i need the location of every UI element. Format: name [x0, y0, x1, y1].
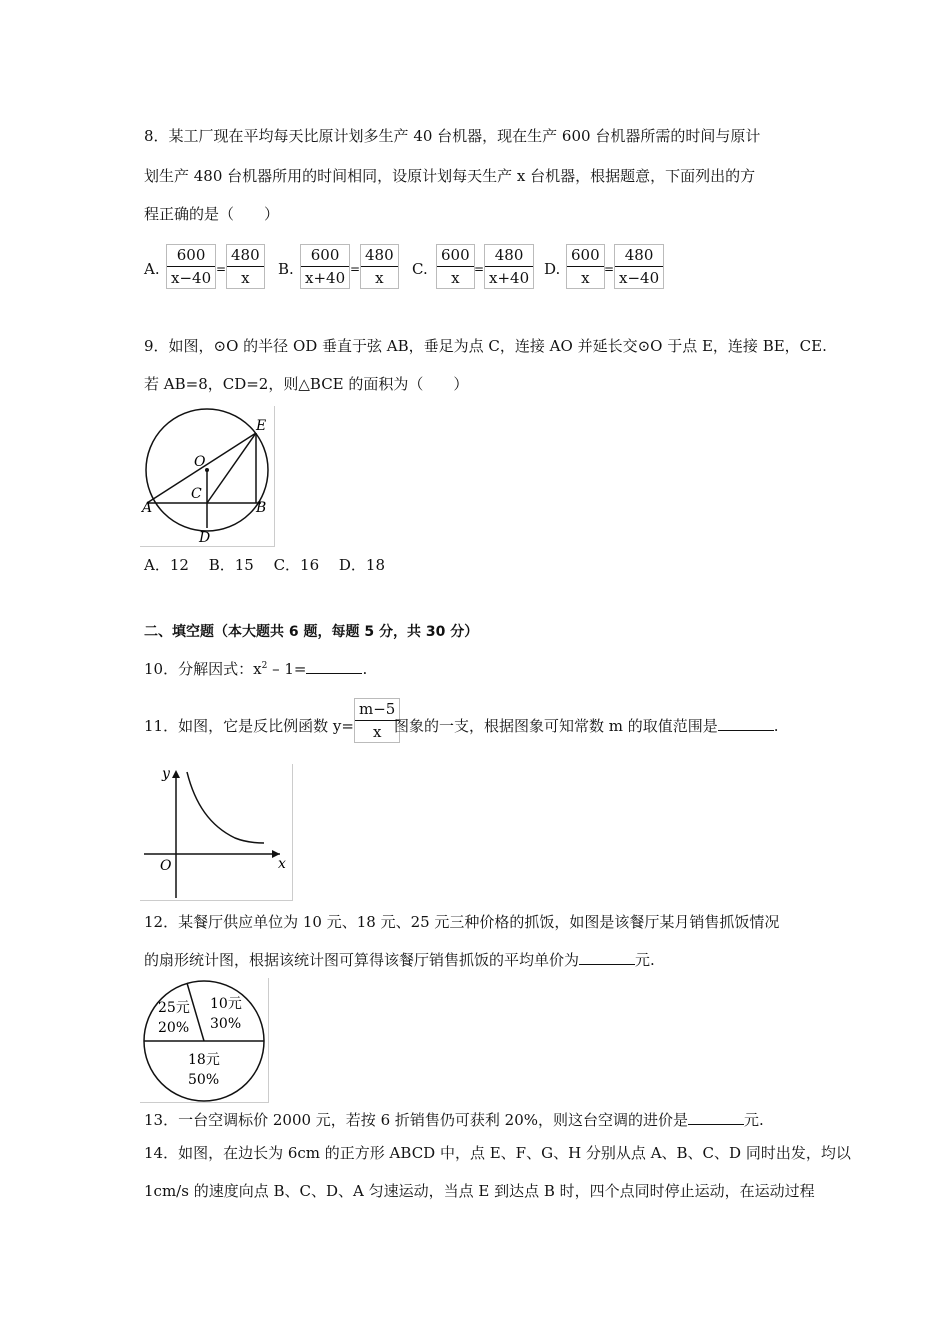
- denominator: x−40: [619, 269, 660, 287]
- equals-sign: =: [474, 262, 485, 276]
- slice-18-price: 18元: [188, 1052, 220, 1068]
- q10-text: [144, 656, 367, 679]
- q12-prefix: 的扇形统计图，根据该统计图可算得该餐厅销售抓饭的平均单价为: [144, 951, 580, 969]
- slice-10-price: 10元: [210, 996, 242, 1012]
- label-d: D: [199, 530, 211, 546]
- equals-sign: =: [604, 262, 615, 276]
- q12-text-line1: 12．某餐厅供应单位为 10 元、18 元、25 元三种价格的抓饭，如图是该餐厅某月销售抓饭情况: [144, 913, 780, 931]
- q10-exponent: 2: [261, 661, 268, 671]
- option-label: A.: [144, 260, 160, 278]
- answer-blank: [718, 716, 774, 731]
- origin-label: O: [160, 858, 172, 874]
- fraction: [166, 244, 216, 289]
- label-o: O: [194, 454, 206, 470]
- option-label: C.: [412, 260, 428, 278]
- denominator: x: [451, 269, 460, 287]
- q11-suffix: 图象的一支，根据图象可知常数 m 的取值范围是: [394, 717, 718, 735]
- denominator: x+40: [305, 269, 346, 287]
- denominator: x: [241, 269, 250, 287]
- q13-prefix: 13．一台空调标价 2000 元，若按 6 折销售仍可获利 20%，则这台空调的进价是: [144, 1111, 688, 1129]
- q8-text-line1: 8．某工厂现在平均每天比原计划多生产 40 台机器，现在生产 600 台机器所需的时间与原计: [144, 127, 761, 145]
- label-a: A: [142, 500, 153, 516]
- answer-blank: [688, 1110, 744, 1125]
- q8-options: [144, 244, 844, 292]
- numerator: 480: [615, 245, 663, 267]
- q9-text-line1: 9．如图，⊙O 的半径 OD 垂直于弦 AB，垂足为点 C，连接 AO 并延长交⊙O 于点 E，连接 BE，CE.: [144, 337, 827, 355]
- numerator: 480: [485, 245, 533, 267]
- q10-prefix: 10．分解因式：x: [144, 660, 262, 678]
- q11-end: .: [773, 717, 779, 735]
- q8-text-line3: 程正确的是（ ）: [144, 205, 280, 223]
- q9-text-line2: 若 AB=8，CD=2，则△BCE 的面积为（ ）: [144, 375, 469, 393]
- slice-25-percent: 20%: [158, 1020, 190, 1036]
- fraction: [300, 244, 350, 289]
- fraction: [226, 244, 265, 289]
- q10-suffix: – 1=: [267, 660, 307, 678]
- answer-blank: [306, 659, 362, 674]
- denominator: x: [375, 269, 384, 287]
- fraction: [566, 244, 605, 289]
- q13-suffix: 元.: [744, 1111, 764, 1129]
- q9-circle-figure: [140, 406, 275, 547]
- numerator: 600: [167, 245, 215, 267]
- fraction: [360, 244, 399, 289]
- label-b: B: [256, 500, 267, 516]
- q11-text-suffix: [394, 716, 779, 736]
- q8-text-line2: 划生产 480 台机器所用的时间相同，设原计划每天生产 x 台机器，根据题意，下面列出的方: [144, 167, 756, 185]
- denominator: x−40: [171, 269, 212, 287]
- q12-pie-chart: [140, 978, 269, 1103]
- center-point: [205, 468, 209, 472]
- numerator: 600: [567, 245, 604, 267]
- section-heading: 二、填空题（本大题共 6 题，每题 5 分，共 30 分）: [144, 624, 479, 640]
- numerator: 600: [301, 245, 349, 267]
- option-label: D.: [544, 260, 561, 278]
- q12-text-line2: [144, 950, 655, 970]
- q10-end: .: [362, 660, 368, 678]
- q9-answers: A．12 B．15 C．16 D．18: [144, 556, 386, 574]
- numerator: 480: [227, 245, 264, 267]
- option-label: B.: [278, 260, 294, 278]
- axis-y-label: y: [162, 766, 170, 782]
- label-e: E: [256, 418, 267, 434]
- slice-25-price: 25元: [158, 1000, 190, 1016]
- q14-text-line1: 14．如图，在边长为 6cm 的正方形 ABCD 中，点 E、F、G、H 分别从点 A、B、C、D 同时出发，均以: [144, 1144, 851, 1162]
- denominator: x: [372, 723, 382, 741]
- q13-text: [144, 1110, 764, 1130]
- equals-sign: =: [350, 262, 361, 276]
- y-axis-arrow: [172, 770, 180, 778]
- hyperbola-branch: [187, 772, 264, 843]
- fraction: [614, 244, 664, 289]
- segment-ce: [207, 433, 256, 503]
- fraction: [484, 244, 534, 289]
- label-c: C: [191, 486, 202, 502]
- q12-suffix: 元.: [635, 951, 655, 969]
- q11-hyperbola-figure: [140, 764, 293, 901]
- slice-18-percent: 50%: [188, 1072, 220, 1088]
- denominator: x: [581, 269, 590, 287]
- answer-blank: [579, 950, 635, 965]
- q14-text-line2: 1cm/s 的速度向点 B、C、D、A 匀速运动，当点 E 到达点 B 时，四个点同时停止运动，在运动过程: [144, 1182, 815, 1200]
- equals-sign: =: [216, 262, 227, 276]
- axis-x-label: x: [278, 856, 286, 872]
- numerator: 480: [361, 245, 398, 267]
- numerator: m−5: [355, 699, 399, 721]
- slice-10-percent: 30%: [210, 1016, 242, 1032]
- denominator: x+40: [489, 269, 530, 287]
- fraction: [436, 244, 475, 289]
- numerator: 600: [437, 245, 474, 267]
- q11-text-prefix: 11．如图，它是反比例函数 y=: [144, 717, 354, 735]
